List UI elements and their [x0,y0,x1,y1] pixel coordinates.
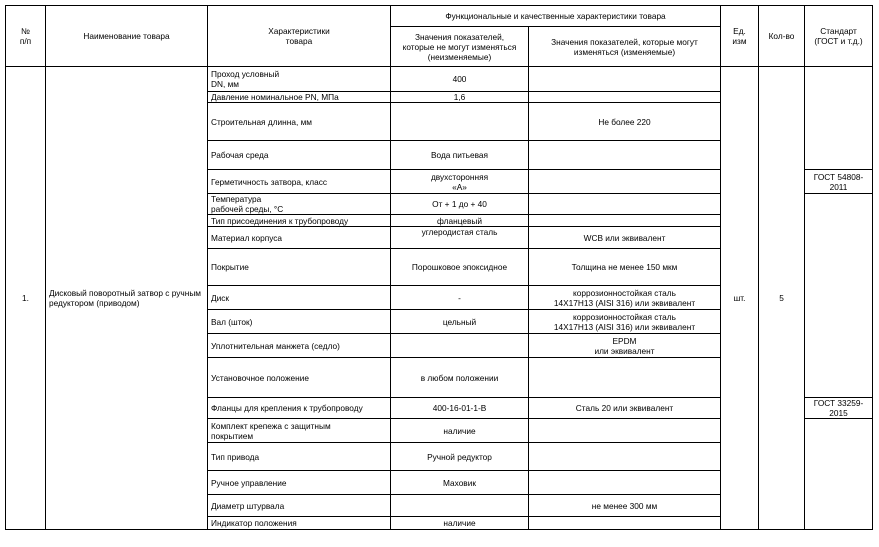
fixed-value: в любом положении [391,358,529,398]
fixed-value: 400 [391,67,529,92]
fixed-value: Вода питьевая [391,141,529,170]
variable-value: EPDM или эквивалент [529,334,721,358]
header-functional: Функциональные и качественные характеристики товара [391,6,721,27]
characteristic-name: Давление номинальное PN, МПа [208,92,391,103]
variable-value [529,517,721,530]
fixed-value: двухсторонняя «А» [391,170,529,194]
variable-value [529,419,721,443]
standard-empty [805,67,873,170]
fixed-value [391,334,529,358]
characteristic-name: Рабочая среда [208,141,391,170]
characteristic-name: Установочное положение [208,358,391,398]
header-fixed: Значения показателей, которые не могут изменяться (неизменяемые) [391,27,529,67]
fixed-value: углеродистая сталь [391,227,529,249]
standard-gost-33259: ГОСТ 33259- 2015 [805,398,873,419]
variable-value [529,443,721,471]
characteristic-name: Материал корпуса [208,227,391,249]
characteristic-name: Проход условный DN, мм [208,67,391,92]
fixed-value: 1,6 [391,92,529,103]
characteristic-name: Покрытие [208,249,391,286]
variable-value: Толщина не менее 150 мкм [529,249,721,286]
header-name: Наименование товара [46,6,208,67]
variable-value [529,358,721,398]
header-standard: Стандарт (ГОСТ и т.д.) [805,6,873,67]
variable-value [529,92,721,103]
characteristic-name: Тип привода [208,443,391,471]
characteristic-name: Вал (шток) [208,310,391,334]
characteristic-name: Фланцы для крепления к трубопроводу [208,398,391,419]
variable-value [529,67,721,92]
fixed-value: Маховик [391,471,529,495]
variable-value [529,194,721,215]
fixed-value: фланцевый [391,215,529,227]
variable-value: WCB или эквивалент [529,227,721,249]
item-unit: шт. [721,67,759,530]
variable-value [529,215,721,227]
table-row [6,67,873,92]
characteristic-name: Диаметр штурвала [208,495,391,517]
characteristic-name: Уплотнительная манжета (седло) [208,334,391,358]
header-qty: Кол-во [759,6,805,67]
fixed-value [391,495,529,517]
specification-table [5,5,873,530]
characteristic-name: Температура рабочей среды, °С [208,194,391,215]
fixed-value: Ручной редуктор [391,443,529,471]
header-characteristics: Характеристики товара [208,6,391,67]
variable-value [529,170,721,194]
fixed-value: От + 1 до + 40 [391,194,529,215]
characteristic-name: Строительная длинна, мм [208,103,391,141]
characteristic-name: Диск [208,286,391,310]
variable-value: Не более 220 [529,103,721,141]
variable-value: коррозионностойкая сталь 14Х17Н13 (AISI 316) или эквивалент [529,310,721,334]
characteristic-name: Ручное управление [208,471,391,495]
item-name: Дисковый поворотный затвор с ручным редуктором (приводом) [46,67,208,530]
variable-value: коррозионностойкая сталь 14Х17Н13 (AISI 316) или эквивалент [529,286,721,310]
characteristic-name: Индикатор положения [208,517,391,530]
variable-value [529,471,721,495]
characteristic-name: Комплект крепежа с защитным покрытием [208,419,391,443]
item-quantity: 5 [759,67,805,530]
header-unit: Ед. изм [721,6,759,67]
variable-value [529,141,721,170]
variable-value: Сталь 20 или эквивалент [529,398,721,419]
fixed-value: наличие [391,419,529,443]
item-number: 1. [6,67,46,530]
characteristic-name: Тип присоединения к трубопроводу [208,215,391,227]
standard-empty [805,194,873,398]
fixed-value: 400-16-01-1-B [391,398,529,419]
header-num: № п/п [6,6,46,67]
standard-gost-54808: ГОСТ 54808- 2011 [805,170,873,194]
fixed-value: Порошковое эпоксидное [391,249,529,286]
fixed-value: цельный [391,310,529,334]
header-variable: Значения показателей, которые могут изменяться (изменяемые) [529,27,721,67]
characteristic-name: Герметичность затвора, класс [208,170,391,194]
standard-empty [805,419,873,530]
variable-value: не менее 300 мм [529,495,721,517]
fixed-value: наличие [391,517,529,530]
fixed-value: - [391,286,529,310]
fixed-value [391,103,529,141]
